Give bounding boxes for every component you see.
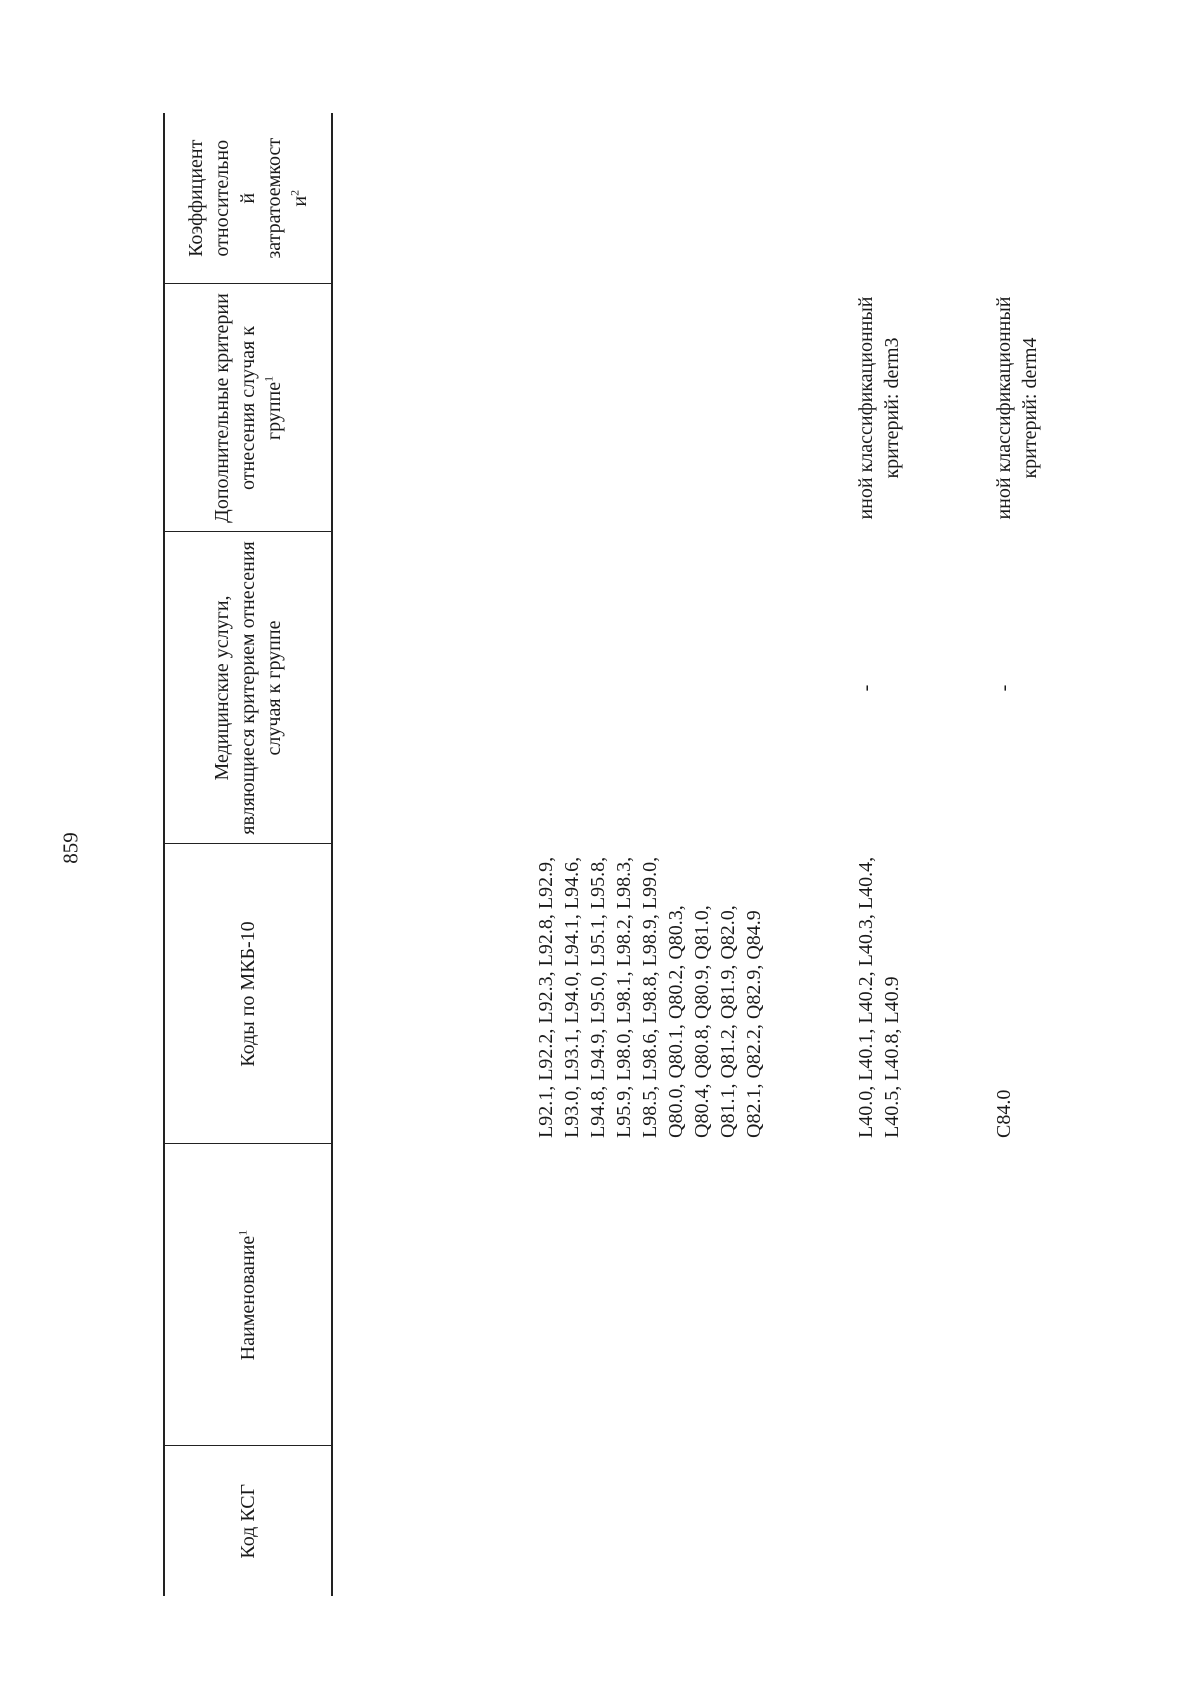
header-medical-services: Медицинские услуги, являющиеся критерием отнесения случая к группе	[164, 532, 332, 844]
header-ksg-code: Код КСГ	[164, 1446, 332, 1596]
header-criteria-text: Дополнительные критерии отнесения случая к группе	[211, 293, 285, 523]
header-criteria-footnote: 1	[261, 375, 276, 382]
header-name-footnote: 1	[235, 1229, 250, 1236]
header-icd10-codes: Коды по МКБ-10	[164, 844, 332, 1144]
header-coefficient-line1: Коэффициент относительно	[185, 139, 233, 257]
cell-coefficient	[767, 113, 905, 284]
table-row	[767, 113, 905, 1596]
cell-name	[332, 1144, 767, 1446]
header-coefficient	[164, 113, 332, 284]
header-coefficient-line2: й	[237, 192, 259, 204]
cell-ksg-code	[767, 1446, 905, 1596]
cell-ksg-code	[905, 1446, 1051, 1596]
rotated-table-container	[163, 113, 1200, 1596]
cell-icd10-codes: C84.0	[993, 1089, 1015, 1138]
header-coefficient-line3: затратоемкост	[263, 137, 285, 259]
header-additional-criteria	[164, 284, 332, 532]
cell-name	[905, 1144, 1051, 1446]
page-number: 859	[58, 832, 83, 864]
table-row	[905, 113, 1051, 1596]
ksg-table	[163, 113, 1051, 1596]
cell-additional-criteria: иной классификационный критерий: derm4	[993, 296, 1041, 520]
cell-coefficient	[905, 113, 1051, 284]
table-header-row	[164, 113, 332, 1596]
cell-icd10-codes: L40.0, L40.1, L40.2, L40.3, L40.4, L40.5, L40.8, L40.9	[855, 856, 903, 1138]
table-row	[332, 113, 767, 1596]
cell-ksg-code	[332, 1446, 767, 1596]
cell-medical-services	[332, 532, 767, 844]
header-coefficient-line4: и	[289, 195, 311, 207]
cell-icd10-codes: L92.1, L92.2, L92.3, L92.8, L92.9, L93.0, L93.1, L94.0, L94.1, L94.6, L94.8, L94.9, L95.0, L95.1, L95.8, L95.9, L98.0, L98.1, L98.2, L98.3, L98.5, L98.6, L98.8, L98.9, L99.0, Q80.0, Q80.1, Q80.2, Q80.3, Q80.4, Q80.8, Q80.9, Q81.0, Q81.1, Q81.2, Q81.9, Q82.0, Q82.1, Q82.2, Q82.9, Q84.9	[535, 856, 765, 1138]
cell-name	[767, 1144, 905, 1446]
cell-additional-criteria: иной классификационный критерий: derm3	[855, 296, 903, 520]
header-name	[164, 1144, 332, 1446]
cell-medical-services: -	[993, 684, 1015, 692]
header-name-text: Наименование	[237, 1235, 259, 1361]
cell-coefficient	[332, 113, 767, 284]
cell-medical-services: -	[855, 684, 877, 692]
header-coefficient-footnote: 2	[287, 189, 302, 196]
cell-additional-criteria	[332, 284, 767, 532]
